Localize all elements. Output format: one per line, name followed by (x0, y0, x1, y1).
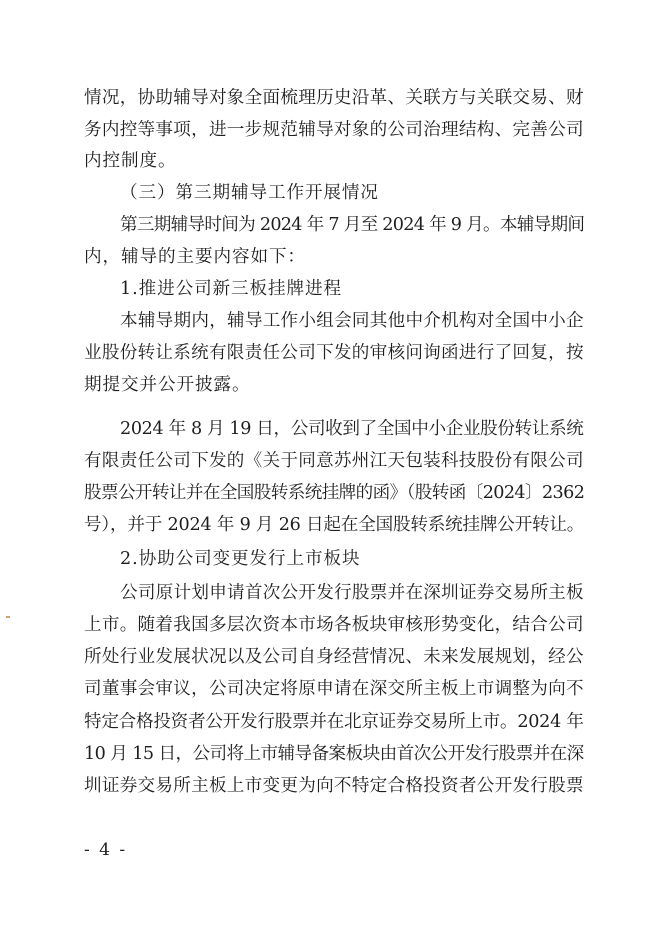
paragraph-line: 情况，协助辅导对象全面梳理历史沿革、关联方与关联交易、财 (84, 88, 584, 108)
paragraph-line: 业股份转让系统有限责任公司下发的审核问询函进行了回复，按 (84, 343, 584, 363)
paragraph-line: 公司原计划申请首次公开发行股票并在深圳证券交易所主板 (120, 583, 584, 603)
page-number: - 4 - (84, 840, 128, 860)
paragraph-line: 本辅导期内，辅导工作小组会同其他中介机构对全国中小企 (120, 311, 584, 331)
paragraph-line: 上市。随着我国多层次资本市场各板块审核形势变化，结合公司 (84, 615, 584, 635)
paragraph-line: 特定合格投资者公开发行股票并在北京证券交易所上市。2024 年 (84, 712, 584, 732)
paragraph-line: 圳证券交易所主板上市变更为向不特定合格投资者公开发行股票 (84, 776, 584, 796)
subsection-heading: 2.协助公司变更发行上市板块 (120, 549, 361, 569)
margin-mark (6, 616, 10, 618)
paragraph-line: 期提交并公开披露。 (84, 375, 251, 395)
subsection-heading: 1.推进公司新三板挂牌进程 (120, 279, 343, 299)
paragraph-line: 司董事会审议，公司决定将原申请在深交所主板上市调整为向不 (84, 679, 584, 699)
paragraph-line: 内，辅导的主要内容如下： (84, 247, 306, 267)
paragraph-line: 股票公开转让并在全国股转系统挂牌的函》（股转函〔2024〕2362 (84, 483, 585, 503)
paragraph-line: 10 月 15 日，公司将上市辅导备案板块由首次公开发行股票并在深 (84, 744, 584, 764)
paragraph-line: 所处行业发展状况以及公司自身经营情况、未来发展规划，经公 (84, 647, 584, 667)
section-heading: （三）第三期辅导工作开展情况 (120, 183, 379, 203)
paragraph-line: 第三期辅导时间为 2024 年 7 月至 2024 年 9 月。本辅导期间 (120, 215, 585, 235)
paragraph-line: 2024 年 8 月 19 日，公司收到了全国中小企业股份转让系统 (120, 419, 584, 439)
paragraph-line: 号），并于 2024 年 9 月 26 日起在全国股转系统挂牌公开转让。 (84, 515, 585, 535)
paragraph-line: 有限责任公司下发的《关于同意苏州江天包装科技股份有限公司 (84, 451, 584, 471)
paragraph-line: 内控制度。 (84, 151, 177, 171)
paragraph-line: 务内控等事项，进一步规范辅导对象的公司治理结构、完善公司 (84, 120, 584, 140)
